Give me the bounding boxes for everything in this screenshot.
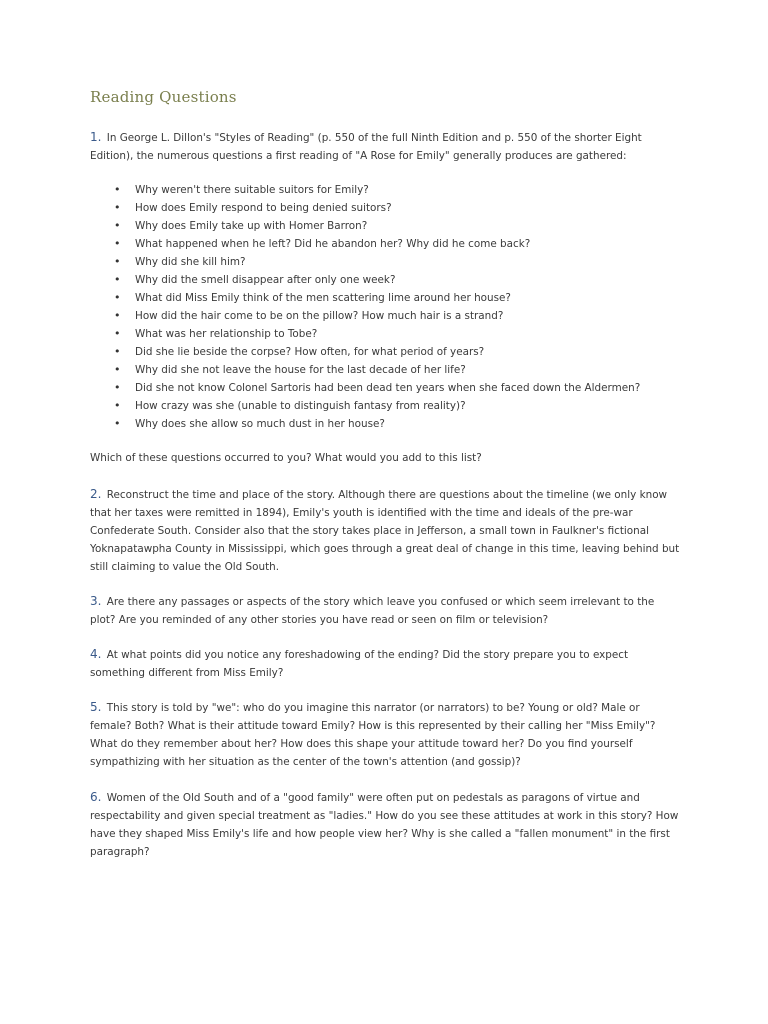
list-item: • How does Emily respond to being denied suitors? xyxy=(90,199,690,217)
list-item: • Why does she allow so much dust in her house? xyxy=(90,415,690,433)
list-item: • Why did she kill him? xyxy=(90,253,690,271)
list-item: • What happened when he left? Did he abandon her? Why did he come back? xyxy=(90,235,690,253)
list-item: • Why does Emily take up with Homer Barron? xyxy=(90,217,690,235)
question-1-intro xyxy=(90,128,680,165)
question-text: At what points did you notice any foreshadowing of the ending? Did the story prepare you to expect something different from Miss Emily? xyxy=(90,649,629,679)
question-6 xyxy=(90,788,680,861)
question-number: 6. xyxy=(90,790,102,804)
list-item: • Why did she not leave the house for the last decade of her life? xyxy=(90,361,690,379)
question-1-followup: Which of these questions occurred to you? What would you add to this list? xyxy=(90,452,482,464)
list-item: • Did she lie beside the corpse? How often, for what period of years? xyxy=(90,343,690,361)
question-5 xyxy=(90,698,680,771)
list-item: • Why weren't there suitable suitors for Emily? xyxy=(90,181,690,199)
question-text: This story is told by "we": who do you imagine this narrator (or narrators) to be? Young or old? Male or female? Both? What is their attitude toward Emily? How is this represented by their calling her "Miss Emily"? What do they remember about her? How does this shape your attitude toward her? Do you find yourself sympathizing with her situation as the center of the town's attention (and gossip)? xyxy=(90,702,656,768)
question-number: 3. xyxy=(90,594,102,608)
page-title: Reading Questions xyxy=(90,88,237,106)
list-item: • What was her relationship to Tobe? xyxy=(90,325,690,343)
list-item: • How crazy was she (unable to distinguish fantasy from reality)? xyxy=(90,397,690,415)
list-item: • What did Miss Emily think of the men scattering lime around her house? xyxy=(90,289,690,307)
question-number: 2. xyxy=(90,487,102,501)
question-4 xyxy=(90,645,680,682)
question-2 xyxy=(90,485,680,576)
list-item: • Why did the smell disappear after only one week? xyxy=(90,271,690,289)
question-list xyxy=(90,181,690,433)
question-text: Reconstruct the time and place of the story. Although there are questions about the timeline (we only know that her taxes were remitted in 1894), Emily's youth is identified with the time and ideals of the pre-war Confederate South. Consider also that the story takes place in Jefferson, a small town in Faulkner's fictional Yoknapatawpha County in Mississippi, which goes through a great deal of change in this time, leaving behind but still claiming to value the Old South. xyxy=(90,489,680,573)
list-item: • How did the hair come to be on the pillow? How much hair is a strand? xyxy=(90,307,690,325)
question-number: 5. xyxy=(90,700,102,714)
question-number: 1. xyxy=(90,130,102,144)
question-3 xyxy=(90,592,680,629)
question-text: In George L. Dillon's "Styles of Reading" (p. 550 of the full Ninth Edition and p. 550 of the shorter Eight Edition), the numerous questions a first reading of "A Rose for Emily" generally produces are gathered: xyxy=(90,132,642,162)
question-text: Are there any passages or aspects of the story which leave you confused or which seem irrelevant to the plot? Are you reminded of any other stories you have read or seen on film or television? xyxy=(90,596,655,626)
question-text: Women of the Old South and of a "good family" were often put on pedestals as paragons of virtue and respectability and given special treatment as "ladies." How do you see these attitudes at work in this story? How have they shaped Miss Emily's life and how people view her? Why is she called a "fallen monument" in the first paragraph? xyxy=(90,792,679,858)
list-item: • Did she not know Colonel Sartoris had been dead ten years when she faced down the Aldermen? xyxy=(90,379,690,397)
question-number: 4. xyxy=(90,647,102,661)
